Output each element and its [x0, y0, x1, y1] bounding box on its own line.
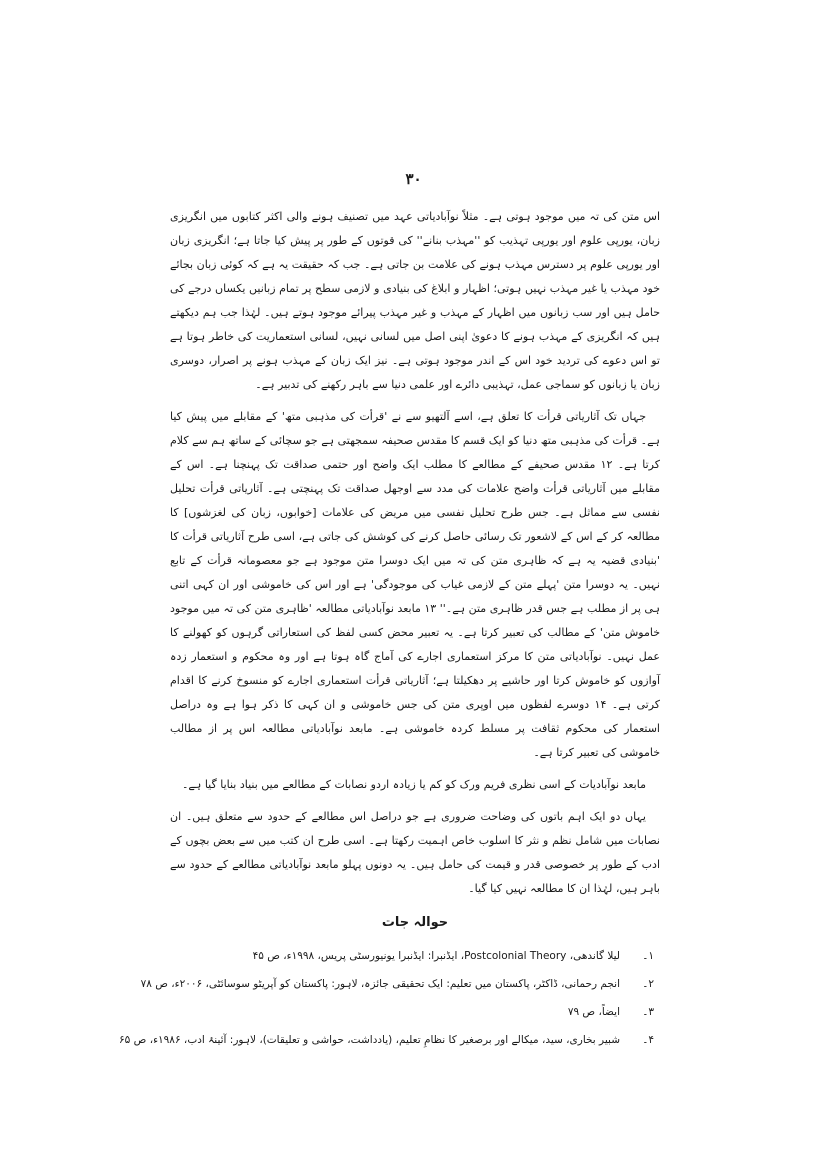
references-heading: حوالہ جات [381, 915, 449, 930]
reference-item [140, 972, 660, 996]
reference-item [170, 944, 660, 968]
reference-number: ۴۔ [642, 1034, 654, 1046]
reference-text: شبیر بخاری، سید، میکالے اور برصغیر کا نظامِ تعلیم، (یادداشت، حواشی و تعلیقات)، لاہور: آئینۂ ادب، ۱۹۸۶ء، ص ۶۵ [119, 1034, 620, 1046]
page-number: ۳۰ [405, 170, 422, 188]
reference-text: لیلا گاندھی، Postcolonial Theory، ایڈنبرا: ایڈنبرا یونیورسٹی پریس، ۱۹۹۸ء، ص ۴۵ [252, 950, 620, 962]
reference-number: ۳۔ [642, 1006, 654, 1018]
paragraph-4: یہاں دو ایک اہم باتوں کی وضاحت ضروری ہے جو دراصل اس مطالعے کے حدود سے متعلق ہیں۔ ان نصابات میں شامل نظم و نثر کا اسلوب خاص اہمیت رکھتا ہے۔ اسی طرح ان کتب میں سے بعض بچوں کے ادب کے طور پر خصوصی قدر و قیمت کی حامل ہیں۔ یہ دونوں پہلو مابعد نوآبادیاتی مطالعے کے حدود سے باہر ہیں، لہٰذا ان کا مطالعہ نہیں کیا گیا۔ [170, 810, 660, 895]
paragraph-1: اس متن کی تہ میں موجود ہوتی ہے۔ مثلاً نوآبادیاتی عہد میں تصنیف ہونے والی اکثر کتابوں میں انگریزی زبان، یورپی علوم اور یورپی تہذیب کو ''مہذب بنانے'' کی قوتوں کے طور پر پیش کیا جاتا ہے؛ انگریزی زبان اور یورپی علوم پر دسترس مہذب ہونے کی علامت بن جاتی ہے۔ جب کہ حقیقت یہ ہے کہ کوئی زبان بجائے خود مہذب یا غیر مہذب نہیں ہوتی؛ اظہار و ابلاغ کی بنیادی و لازمی سطح پر تمام زبانیں یکساں درجے کی حامل ہیں اور سب زبانوں میں اظہار کے مہذب و غیر مہذب پیرائے موجود ہوتے ہیں۔ لہٰذا جب ہم دیکھتے ہیں کہ انگریزی کے مہذب ہونے کا دعویٰ اپنی اصل میں لسانی نہیں، لسانی استعماریت کی خاطر ہوتا ہے تو اس دعوے کی تردید خود اس کے اندر موجود ہوتی ہے۔ نیز ایک زبان کے مہذب ہونے پر اصرار، دوسری زبان یا زبانوں کو سماجی عمل، تہذیبی دائرے اور علمی دنیا سے باہر رکھنے کی تدبیر ہے۔ [170, 210, 660, 391]
reference-item [119, 1028, 660, 1052]
reference-text: انجم رحمانی، ڈاکٹر، پاکستان میں تعلیم: ایک تحقیقی جائزہ، لاہور: پاکستان کو آپریٹو سوسائٹی، ۲۰۰۶ء، ص ۷۸ [140, 978, 620, 990]
reference-text: ایضاً، ص ۷۹ [567, 1006, 620, 1018]
references-list [119, 944, 660, 1052]
body-content [119, 205, 661, 1056]
reference-item [170, 1000, 660, 1024]
reference-number: ۲۔ [642, 978, 654, 990]
paragraph-2: جہاں تک آثاریاتی قرأت کا تعلق ہے، اسے آلتھیو سے نے 'قرأت کی مذہبی متھ' کے مقابلے میں پیش کیا ہے۔ قرأت کی مذہبی متھ دنیا کو ایک قسم کا مقدس صحیفہ سمجھتی ہے جو سچائی کے ساتھ ہم سے کلام کرتا ہے۔ ۱۲ مقدس صحیفے کے مطالعے کا مطلب ایک واضح اور حتمی صداقت تک پہنچنا ہے۔ اس کے مقابلے میں آثاریاتی قرأت واضح علامات کی مدد سے اوجھل صداقت تک پہنچتی ہے۔ آثاریاتی قرأت تحلیل نفسی سے مماثل ہے۔ جس طرح تحلیل نفسی میں مریض کی علامات [خوابوں، زبان کی لغزشوں] کا مطالعہ کر کے اس کے لاشعور تک رسائی حاصل کرنے کی کوشش کی جاتی ہے، اسی طرح آثاریاتی قرأت کا 'بنیادی قضیہ یہ ہے کہ ظاہری متن کی تہ میں ایک دوسرا متن موجود ہے جو معصومانہ قرأت کے تابع نہیں۔ یہ دوسرا متن 'پہلے متن کے لازمی غیاب کی موجودگی' ہے اور اس کی خاموشی اور ان کہی اتنی ہی پر از مطلب ہے جس قدر ظاہری متن ہے۔'' ۱۳ مابعد نوآبادیاتی مطالعہ 'ظاہری متن کی تہ میں موجود خاموش متن' کے مطالب کی تعبیر کرتا ہے۔ یہ تعبیر محض کسی لفظ کی استعاراتی گرہوں کو کھولنے کا عمل نہیں۔ نوآبادیاتی متن کا مرکز استعماری اجارے کی آماج گاہ ہوتا ہے اور وہ محکوم و استعمار زدہ آوازوں کو خاموش کرتا اور حاشیے پر دھکیلتا ہے؛ آثاریاتی قرأت استعماری اجارے کو منسوخ کرنے کا اقدام کرتی ہے۔ ۱۴ دوسرے لفظوں میں اوپری متن کی جس خاموشی و ان کہی کا ذکر ہوا ہے وہ دراصل استعمار کی محکوم ثقافت پر مسلط کردہ خاموشی ہے۔ مابعد نوآبادیاتی مطالعہ اس پر از مطالب خاموشی کی تعبیر کرتا ہے۔ [170, 410, 661, 759]
reference-number: ۱۔ [642, 950, 654, 962]
paragraph-3: مابعد نوآبادیات کے اسی نظری فریم ورک کو کم یا زیادہ اردو نصابات کے مطالعے میں بنیاد بنایا گیا ہے۔ [181, 778, 646, 791]
